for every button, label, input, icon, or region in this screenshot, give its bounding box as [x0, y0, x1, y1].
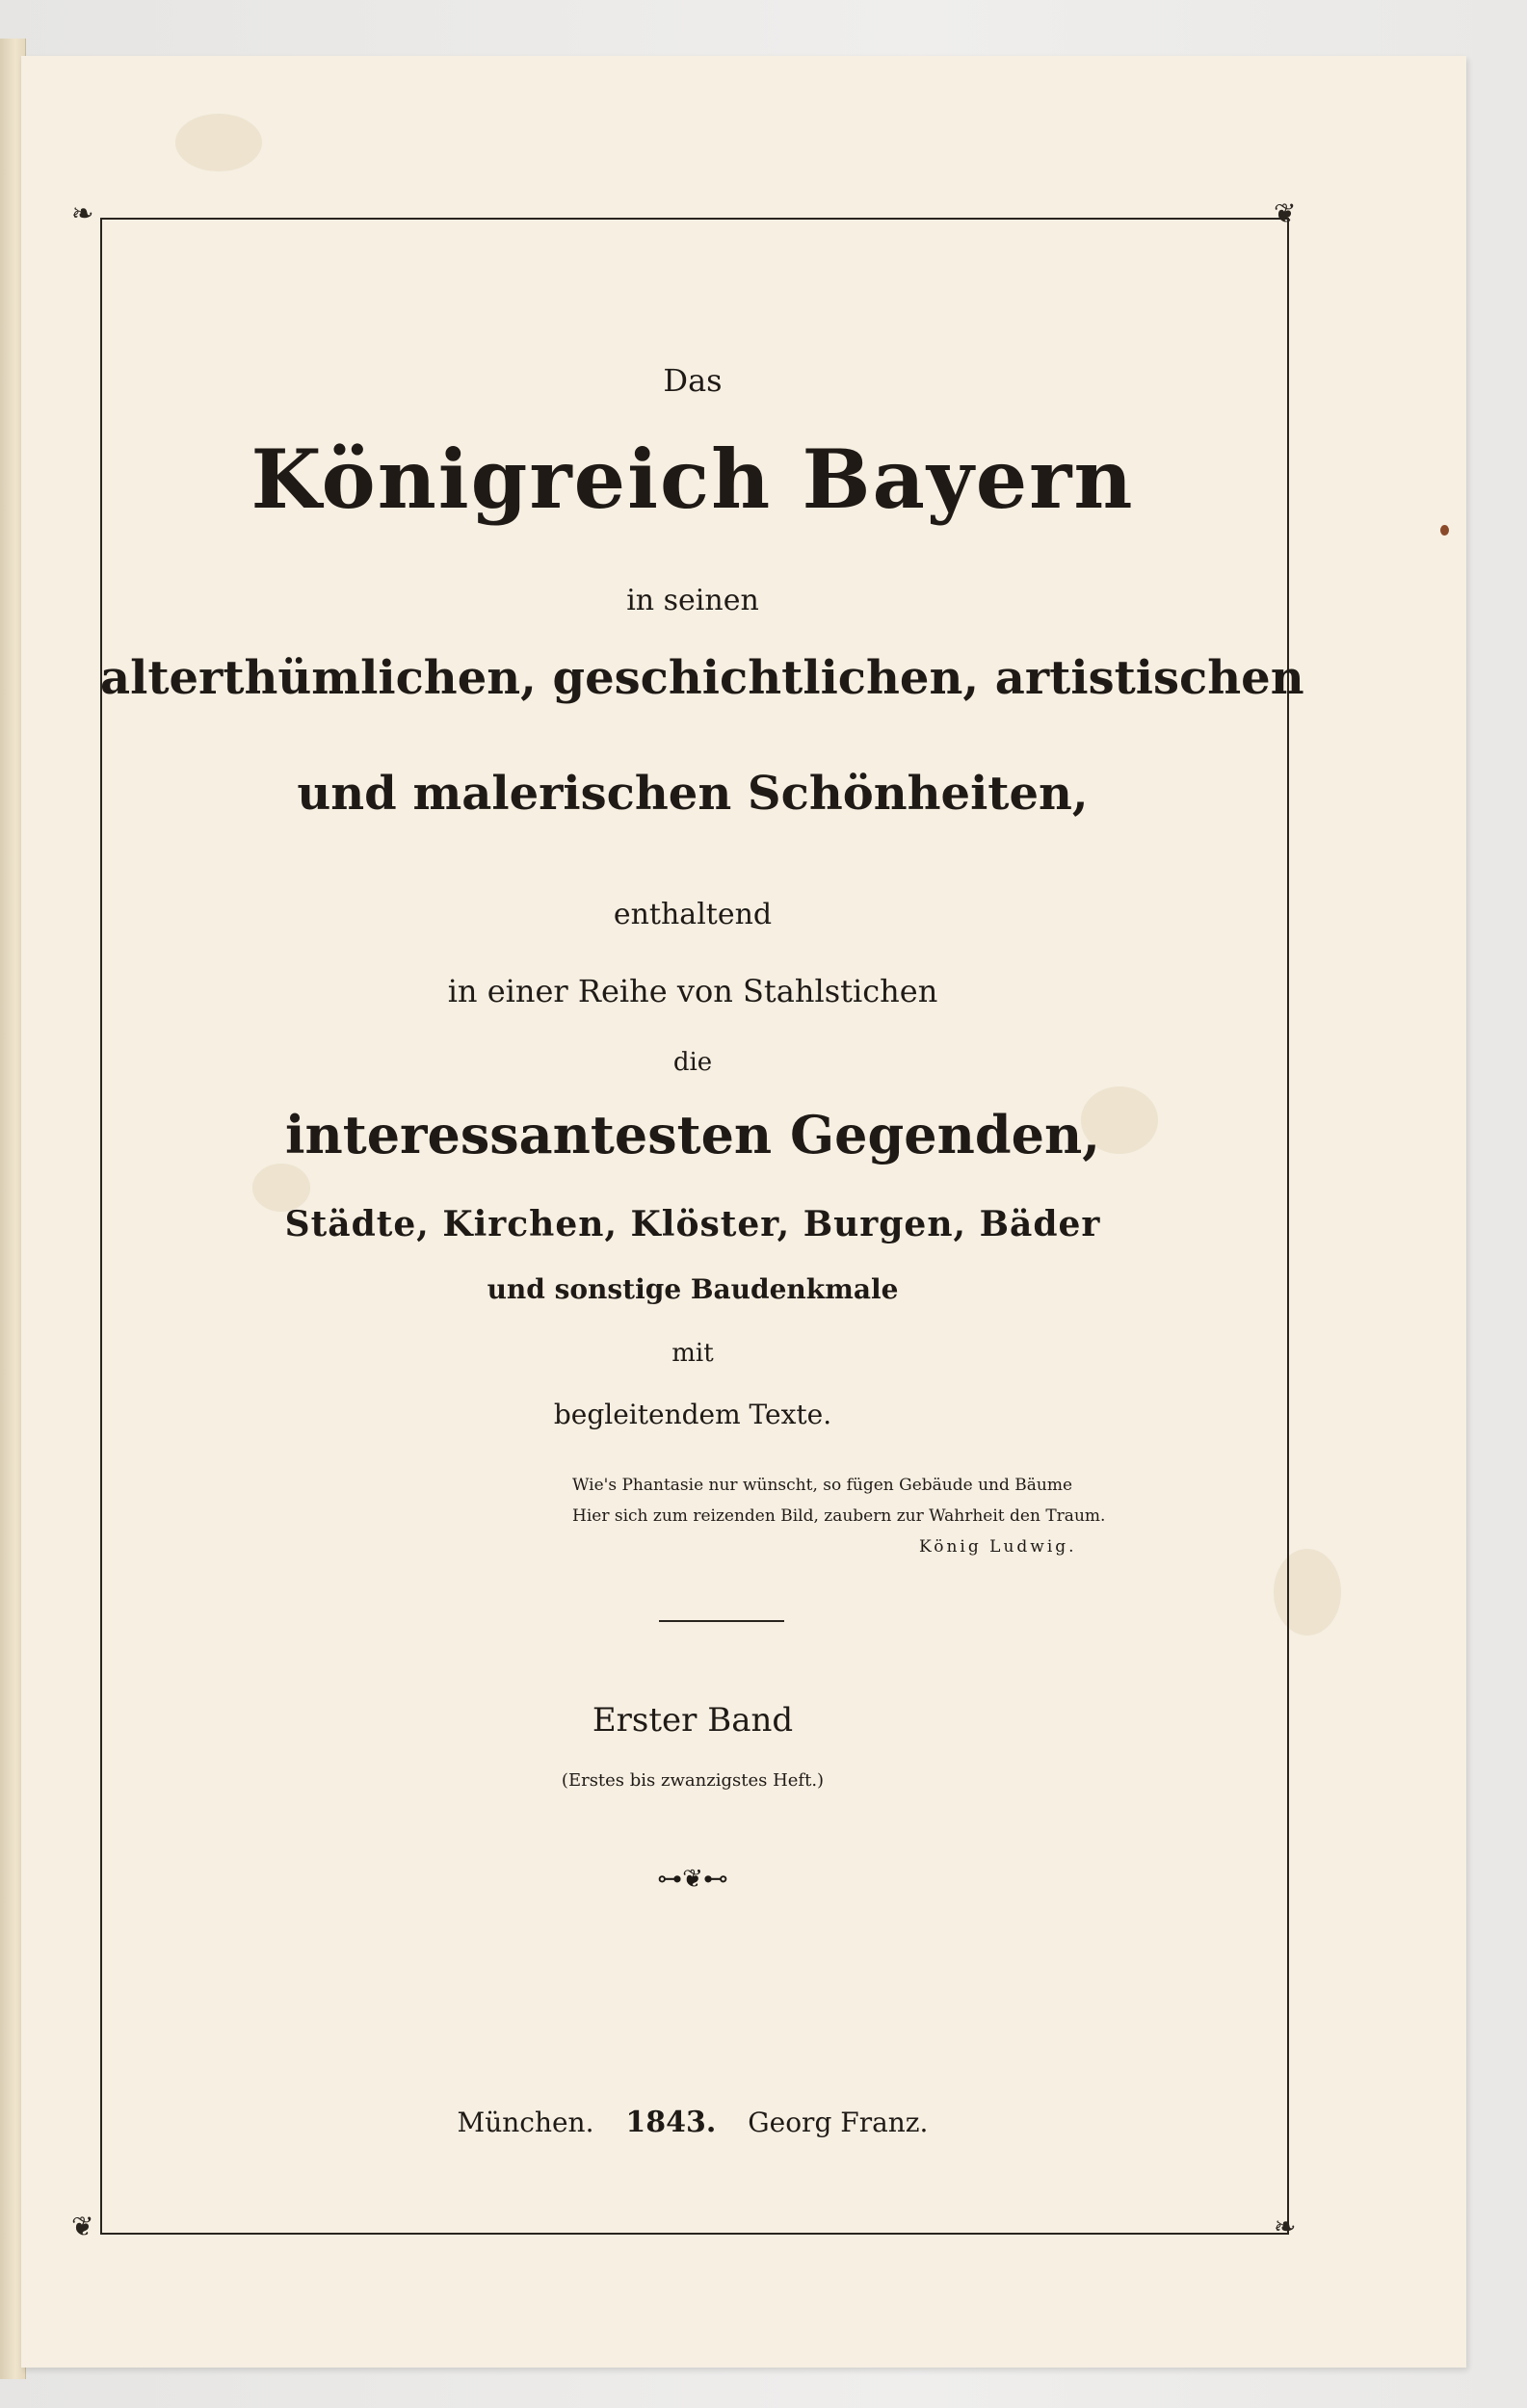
motto-author: König Ludwig. [919, 1537, 1077, 1557]
subtitle-beauties-line-2: und malerischen Schönheiten, [297, 767, 1089, 821]
motto-line-2: Hier sich zum reizenden Bild, zaubern zur Wahrheit den Traum. [572, 1506, 1106, 1526]
imprint [100, 2106, 1285, 2139]
title-article: Das [663, 362, 723, 399]
text-gegenden: interessantesten Gegenden, [284, 1104, 1101, 1165]
text-baudenkmale: und sonstige Baudenkmale [487, 1273, 899, 1305]
subtitle-in-seinen: in seinen [626, 584, 759, 617]
volume-note: (Erstes bis zwanzigstes Heft.) [561, 1770, 825, 1791]
corner-ornament-icon: ❧ [71, 197, 94, 229]
text-begleitendem-texte: begleitendem Texte. [553, 1399, 832, 1430]
corner-ornament-icon: ❧ [1274, 2211, 1297, 2242]
imprint-place: München. [457, 2107, 594, 2138]
paper-stain [175, 114, 262, 171]
main-title: Königreich Bayern [250, 432, 1135, 527]
corner-ornament-icon: ❦ [1274, 197, 1297, 229]
text-reihe: in einer Reihe von Stahlstichen [447, 973, 938, 1009]
title-page [21, 56, 1466, 2368]
corner-ornament-icon: ❦ [71, 2211, 94, 2242]
text-mit: mit [671, 1339, 714, 1368]
subtitle-beauties-line-1: alterthümlichen, geschichtlichen, artistischen [100, 651, 1304, 705]
text-die: die [672, 1048, 713, 1077]
imprint-year: 1843. [625, 2106, 717, 2139]
page-blemish [1440, 525, 1449, 536]
text-enthaltend: enthaltend [613, 898, 773, 931]
title-content [100, 218, 1304, 2231]
motto-line-1: Wie's Phantasie nur wünscht, so fügen Gebäude und Bäume [572, 1476, 1073, 1495]
imprint-publisher: Georg Franz. [748, 2107, 929, 2138]
volume-label: Erster Band [592, 1701, 794, 1740]
motto-quote [572, 1470, 1247, 1562]
separator-rule [659, 1620, 784, 1622]
text-places: Städte, Kirchen, Klöster, Burgen, Bäder [284, 1204, 1101, 1244]
vignette-ornament-icon: ⊶❦⊷ [657, 1865, 728, 1894]
